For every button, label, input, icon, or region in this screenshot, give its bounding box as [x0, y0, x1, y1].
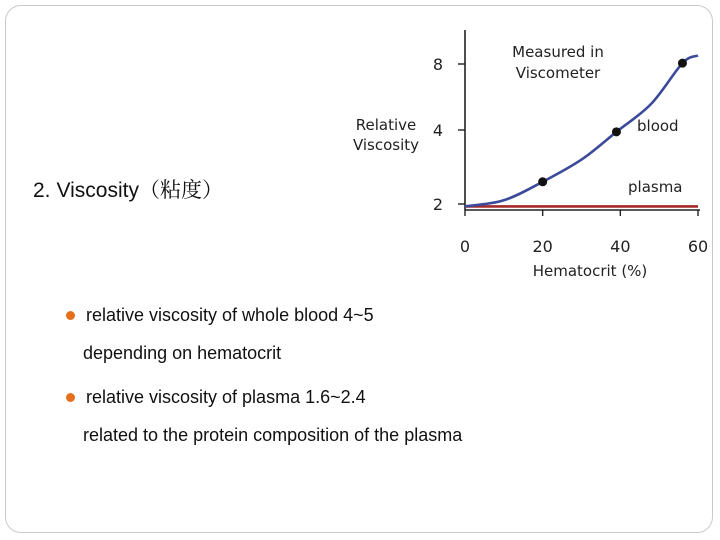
- blood-data-point: [678, 59, 687, 68]
- bullet-continuation: related to the protein composition of the plasma: [83, 425, 463, 445]
- y-tick-label: 2: [432, 195, 443, 214]
- bullet-continuation: depending on hematocrit: [83, 343, 282, 363]
- chart-title-line1: Measured in: [512, 43, 604, 61]
- x-tick-label: 40: [610, 237, 631, 256]
- bullet-dot-icon: [66, 311, 75, 320]
- bullet-list: [66, 302, 686, 466]
- bullet-item-blood: [66, 302, 686, 340]
- blood-data-point: [538, 177, 547, 186]
- bullet-dot-icon: [66, 393, 75, 402]
- series-label-blood: blood: [637, 117, 679, 135]
- y-ticks: [433, 55, 465, 214]
- x-tick-label: 0: [459, 237, 471, 256]
- heading-cjk: （粘度）: [139, 178, 223, 202]
- bullet-text: relative viscosity of whole blood 4~5: [86, 305, 374, 325]
- y-label-line1: Relative: [355, 116, 417, 134]
- heading-number: 2.: [33, 179, 51, 202]
- y-tick-label: 4: [432, 121, 443, 140]
- x-ticks: [460, 210, 708, 256]
- blood-data-point: [612, 127, 621, 136]
- chart-title-line2: Viscometer: [515, 64, 601, 82]
- heading-text: Viscosity: [56, 179, 139, 202]
- x-tick-label: 20: [532, 237, 553, 256]
- series-label-plasma: plasma: [628, 178, 683, 196]
- x-axis-label: Hematocrit (%): [532, 262, 648, 280]
- y-tick-label: 8: [432, 55, 443, 74]
- bullet-item-plasma: [66, 384, 686, 422]
- y-label-line2: Viscosity: [352, 136, 420, 154]
- bullet-text: relative viscosity of plasma 1.6~2.4: [86, 387, 366, 407]
- x-tick-label: 60: [687, 237, 709, 256]
